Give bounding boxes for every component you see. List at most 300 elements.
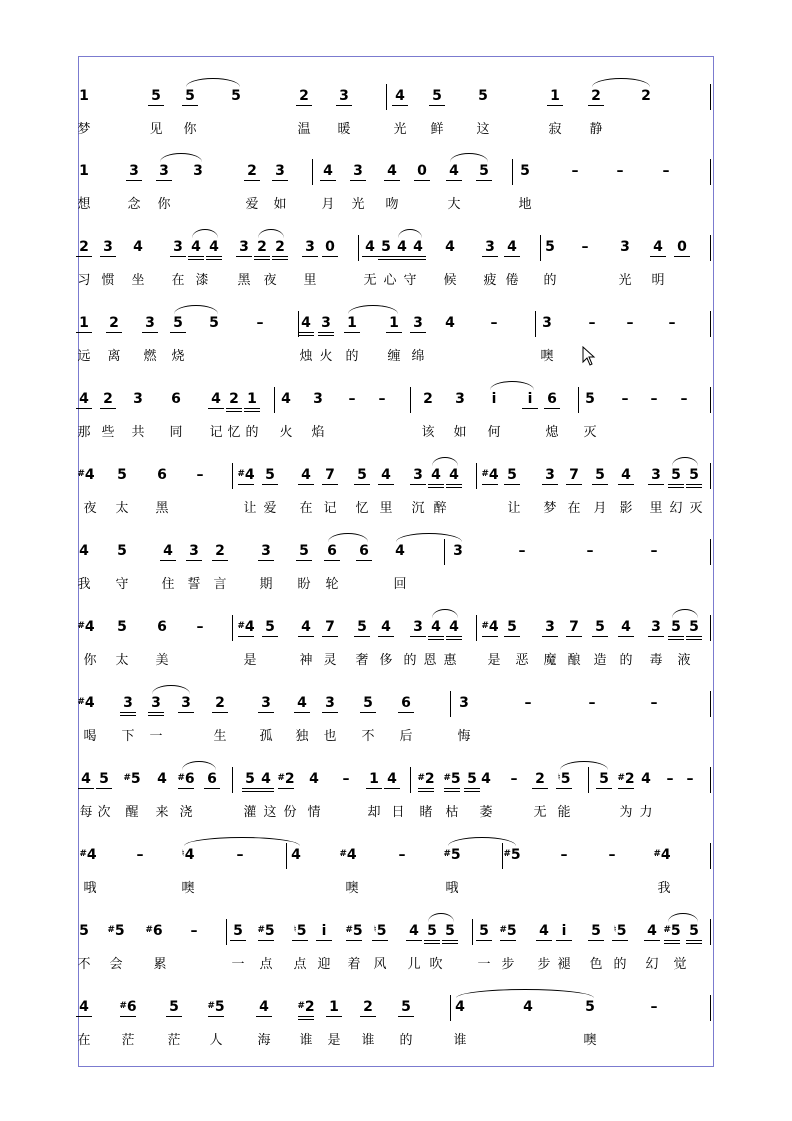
lyric-char: 夜 bbox=[263, 273, 277, 288]
underline-beam bbox=[418, 791, 434, 792]
lyric-char: 你 bbox=[157, 197, 171, 212]
lyric-char: 爱 bbox=[263, 501, 277, 516]
lyric-char: 的 bbox=[245, 425, 259, 440]
underline-beam bbox=[322, 712, 338, 713]
note-digit: 6 bbox=[152, 923, 163, 939]
lyric-char: 如 bbox=[453, 425, 467, 440]
accidental: ♮ bbox=[293, 925, 297, 935]
note-digit: 5 bbox=[264, 923, 275, 939]
note: 5 bbox=[185, 88, 195, 104]
note: 4 bbox=[445, 315, 455, 331]
underline-beam bbox=[378, 484, 394, 485]
score-system bbox=[77, 973, 712, 1049]
underline-beam bbox=[292, 940, 308, 941]
note: 3 bbox=[305, 239, 315, 255]
underline-beam bbox=[212, 560, 228, 561]
underline-beam bbox=[664, 943, 680, 944]
note: 3 bbox=[275, 163, 285, 179]
lyric-char: 悔 bbox=[457, 729, 471, 744]
underline-beam bbox=[354, 636, 370, 637]
note: 1 bbox=[389, 315, 399, 331]
note: 5 bbox=[427, 923, 437, 939]
underline-beam bbox=[272, 259, 288, 260]
notation-line bbox=[80, 539, 712, 563]
notation-line bbox=[80, 919, 712, 943]
note: 5 bbox=[299, 543, 309, 559]
note: 3 bbox=[181, 695, 191, 711]
note: – bbox=[616, 163, 624, 179]
score-system bbox=[80, 745, 712, 821]
lyric-char: 下 bbox=[121, 729, 135, 744]
lyric-char: 醒 bbox=[125, 805, 139, 820]
lyric-char: 烧 bbox=[171, 349, 185, 364]
note bbox=[77, 463, 94, 489]
note: 3 bbox=[261, 695, 271, 711]
note: 5 bbox=[591, 923, 601, 939]
note: 4 bbox=[157, 771, 167, 787]
note: – bbox=[650, 391, 658, 407]
note: 6 bbox=[401, 695, 411, 711]
underline-beam bbox=[346, 940, 362, 941]
underline-beam bbox=[188, 256, 204, 257]
note: 4 bbox=[191, 239, 201, 255]
lyric-char: 神 bbox=[299, 653, 313, 668]
note bbox=[77, 691, 94, 717]
note: – bbox=[571, 163, 579, 179]
underline-beam bbox=[378, 256, 394, 257]
underline-beam bbox=[244, 408, 260, 409]
underline-beam bbox=[322, 256, 338, 257]
underline-beam bbox=[547, 105, 563, 106]
lyric-char: 言 bbox=[213, 577, 227, 592]
lyric-char: 风 bbox=[373, 957, 387, 972]
lyric-char: 谁 bbox=[453, 1033, 467, 1048]
underline-beam bbox=[650, 256, 666, 257]
underline-beam bbox=[592, 636, 608, 637]
note: 6 bbox=[157, 619, 167, 635]
note: 5 bbox=[99, 771, 109, 787]
bar-line bbox=[502, 843, 503, 869]
underline-beam bbox=[258, 788, 274, 789]
note bbox=[345, 919, 362, 945]
underline-beam bbox=[212, 712, 228, 713]
lyric-char: 暖 bbox=[337, 122, 351, 137]
lyric-char: 灌 bbox=[243, 805, 257, 820]
note bbox=[339, 843, 356, 869]
lyric-char: 觉 bbox=[673, 957, 687, 972]
note: 4 bbox=[79, 999, 89, 1015]
underline-beam bbox=[272, 180, 288, 181]
note: 5 bbox=[467, 771, 477, 787]
note-digit: 6 bbox=[184, 771, 195, 787]
note bbox=[277, 767, 294, 793]
underline-beam bbox=[278, 788, 294, 789]
note bbox=[257, 919, 274, 945]
note: 5 bbox=[173, 315, 183, 331]
lyric-char: 惠 bbox=[443, 653, 457, 668]
note: 4 bbox=[259, 999, 269, 1015]
slur-arc bbox=[184, 837, 300, 846]
underline-beam bbox=[556, 788, 572, 789]
bar-line bbox=[535, 311, 536, 337]
lyric-char: 夜 bbox=[83, 501, 97, 516]
lyric-char: 里 bbox=[649, 501, 663, 516]
lyric-char: 让 bbox=[507, 501, 521, 516]
note: 3 bbox=[159, 163, 169, 179]
underline-beam bbox=[410, 636, 426, 637]
note bbox=[443, 843, 460, 869]
underline-beam bbox=[446, 487, 462, 488]
lyric-char: 为 bbox=[619, 805, 633, 820]
note: i̇ bbox=[527, 391, 533, 407]
underline-beam bbox=[272, 256, 288, 257]
underline-beam bbox=[230, 940, 246, 941]
bar-line bbox=[450, 995, 451, 1021]
lyric-char: 在 bbox=[567, 501, 581, 516]
underline-beam bbox=[378, 259, 394, 260]
underline-beam bbox=[464, 788, 480, 789]
note bbox=[79, 843, 96, 869]
score-system bbox=[77, 593, 712, 669]
note: 2 bbox=[79, 239, 89, 255]
lyric-char: 日 bbox=[391, 805, 405, 820]
underline-beam bbox=[686, 940, 702, 941]
note: 4 bbox=[449, 619, 459, 635]
bar-line bbox=[444, 539, 445, 565]
lyric-char: 守 bbox=[115, 577, 129, 592]
lyric-char: 孤 bbox=[259, 729, 273, 744]
bar-line bbox=[710, 463, 711, 489]
note: 2 bbox=[257, 239, 267, 255]
underline-beam bbox=[504, 256, 520, 257]
note: 5 bbox=[169, 999, 179, 1015]
note: 3 bbox=[413, 467, 423, 483]
underline-beam bbox=[386, 332, 402, 333]
score-system bbox=[77, 517, 712, 593]
lyric-char: 黑 bbox=[237, 273, 251, 288]
note: 7 bbox=[569, 467, 579, 483]
lyric-char: 月 bbox=[321, 197, 335, 212]
lyric-char: 燃 bbox=[143, 349, 157, 364]
bar-line bbox=[710, 767, 711, 793]
note: 3 bbox=[173, 239, 183, 255]
note: – bbox=[608, 847, 616, 863]
underline-beam bbox=[394, 256, 410, 257]
note: 6 bbox=[547, 391, 557, 407]
lyric-char: 酿 bbox=[567, 653, 581, 668]
note bbox=[182, 843, 195, 869]
lyric-char: 噢 bbox=[583, 1033, 597, 1048]
note: 1 bbox=[79, 315, 89, 331]
note: 7 bbox=[325, 619, 335, 635]
note: – bbox=[378, 391, 386, 407]
underline-beam bbox=[298, 636, 314, 637]
accidental: # bbox=[237, 469, 245, 479]
underline-beam bbox=[410, 484, 426, 485]
underline-beam bbox=[178, 712, 194, 713]
underline-beam bbox=[612, 940, 628, 941]
note: 4 bbox=[431, 619, 441, 635]
note: 4 bbox=[281, 391, 291, 407]
accidental: # bbox=[257, 925, 265, 935]
note: – bbox=[650, 543, 658, 559]
note: 3 bbox=[339, 88, 349, 104]
note: 5 bbox=[689, 619, 699, 635]
accidental: # bbox=[145, 925, 153, 935]
note: – bbox=[680, 391, 688, 407]
lyric-char: 梦 bbox=[77, 122, 91, 137]
lyric-char: 哦 bbox=[83, 881, 97, 896]
lyric-char: 每 bbox=[79, 805, 93, 820]
accidental: # bbox=[237, 621, 245, 631]
lyric-char: 些 bbox=[101, 425, 115, 440]
notation-line bbox=[80, 387, 712, 411]
slur-arc bbox=[398, 229, 422, 238]
note-digit: 4 bbox=[488, 619, 499, 635]
note: 4 bbox=[395, 543, 405, 559]
accidental: ♮ bbox=[557, 773, 561, 783]
note: 5 bbox=[381, 239, 391, 255]
score-system bbox=[77, 62, 712, 138]
lyric-char: 记 bbox=[323, 501, 337, 516]
lyric-char: 忆 bbox=[355, 501, 369, 516]
underline-beam bbox=[316, 940, 332, 941]
lyric-char: 誓 bbox=[187, 577, 201, 592]
note-digit: 4 bbox=[346, 847, 357, 863]
lyric-char: 念 bbox=[127, 197, 141, 212]
note: 2 bbox=[103, 391, 113, 407]
lyric-char: 光 bbox=[393, 122, 407, 137]
note bbox=[558, 767, 571, 793]
notation-line bbox=[80, 843, 712, 867]
lyric-char: 在 bbox=[171, 273, 185, 288]
score-system bbox=[77, 441, 712, 517]
underline-beam bbox=[566, 484, 582, 485]
note: – bbox=[190, 923, 198, 939]
bar-line bbox=[232, 767, 233, 793]
bar-line bbox=[410, 767, 411, 793]
lyric-line bbox=[80, 499, 712, 519]
note: 5 bbox=[432, 88, 442, 104]
bar-line bbox=[710, 995, 711, 1021]
lyric-char: 静 bbox=[589, 122, 603, 137]
bar-line bbox=[710, 843, 711, 869]
mouse-pointer-icon bbox=[582, 346, 596, 366]
note bbox=[123, 767, 140, 793]
underline-beam bbox=[294, 712, 310, 713]
underline-beam bbox=[262, 484, 278, 485]
slur-arc bbox=[450, 153, 488, 162]
underline-beam bbox=[360, 1016, 376, 1017]
note bbox=[481, 463, 498, 489]
note: 4 bbox=[291, 847, 301, 863]
note: 5 bbox=[478, 88, 488, 104]
note: 5 bbox=[245, 771, 255, 787]
underline-beam bbox=[362, 256, 378, 257]
note bbox=[107, 919, 124, 945]
note: 0 bbox=[677, 239, 687, 255]
note: 4 bbox=[79, 543, 89, 559]
underline-beam bbox=[320, 180, 336, 181]
note: 5 bbox=[520, 163, 530, 179]
score-system bbox=[77, 213, 712, 289]
underline-beam bbox=[476, 940, 492, 941]
lyric-char: 喝 bbox=[83, 729, 97, 744]
note: 4 bbox=[455, 999, 465, 1015]
underline-beam bbox=[428, 484, 444, 485]
note: – bbox=[560, 847, 568, 863]
note-digit: 5 bbox=[670, 923, 681, 939]
underline-beam bbox=[262, 636, 278, 637]
note: 2 bbox=[229, 391, 239, 407]
note: 6 bbox=[171, 391, 181, 407]
underline-beam bbox=[318, 332, 334, 333]
underline-beam bbox=[446, 636, 462, 637]
underline-beam bbox=[350, 180, 366, 181]
lyric-char: 的 bbox=[403, 653, 417, 668]
lyric-char: 不 bbox=[361, 729, 375, 744]
note: 3 bbox=[151, 695, 161, 711]
underline-beam bbox=[428, 487, 444, 488]
note: 4 bbox=[365, 239, 375, 255]
underline-beam bbox=[178, 788, 194, 789]
lyric-char: 吻 bbox=[385, 197, 399, 212]
note: 4 bbox=[449, 163, 459, 179]
slur-arc bbox=[448, 837, 516, 846]
underline-beam bbox=[618, 484, 634, 485]
accidental: ♮ bbox=[613, 925, 617, 935]
underline-beam bbox=[254, 256, 270, 257]
lyric-char: 后 bbox=[399, 729, 413, 744]
note-digit: 2 bbox=[284, 771, 295, 787]
lyric-char: 惯 bbox=[101, 273, 115, 288]
lyric-char: 恶 bbox=[515, 653, 529, 668]
note: 4 bbox=[523, 999, 533, 1015]
underline-beam bbox=[392, 105, 408, 106]
note-digit: 4 bbox=[86, 847, 97, 863]
note bbox=[443, 767, 460, 793]
lyric-line bbox=[77, 1031, 712, 1051]
bar-line bbox=[298, 311, 299, 337]
underline-beam bbox=[186, 560, 202, 561]
slur-arc bbox=[672, 457, 698, 466]
note: 3 bbox=[455, 391, 465, 407]
note: 4 bbox=[209, 239, 219, 255]
notation-line bbox=[80, 995, 712, 1019]
lyric-char: 海 bbox=[257, 1033, 271, 1048]
lyric-char: 灵 bbox=[323, 653, 337, 668]
lyric-char: 噢 bbox=[345, 881, 359, 896]
note: 2 bbox=[247, 163, 257, 179]
lyric-char: 熄 bbox=[545, 425, 559, 440]
underline-beam bbox=[76, 256, 92, 257]
underline-beam bbox=[236, 256, 252, 257]
bar-line bbox=[540, 235, 541, 261]
notation-line bbox=[80, 767, 712, 791]
lyric-char: 大 bbox=[447, 197, 461, 212]
accidental: # bbox=[277, 773, 285, 783]
underline-beam bbox=[674, 256, 690, 257]
lyric-char: 远 bbox=[77, 349, 91, 364]
score-system bbox=[77, 897, 712, 973]
notation-line bbox=[80, 84, 712, 108]
lyric-char: 太 bbox=[115, 501, 129, 516]
bar-line bbox=[476, 463, 477, 489]
note: 3 bbox=[651, 619, 661, 635]
lyric-char: 想 bbox=[77, 197, 91, 212]
note: 3 bbox=[133, 391, 143, 407]
bar-line bbox=[450, 691, 451, 717]
note: 5 bbox=[599, 771, 609, 787]
lyric-char: 倦 bbox=[505, 273, 519, 288]
note: 2 bbox=[641, 88, 651, 104]
lyric-char: 生 bbox=[213, 729, 227, 744]
lyric-char: 累 bbox=[153, 957, 167, 972]
note-digit: 4 bbox=[184, 847, 195, 863]
lyric-char: 魔 bbox=[543, 653, 557, 668]
underline-beam bbox=[618, 636, 634, 637]
accidental: # bbox=[77, 469, 85, 479]
lyric-char: 里 bbox=[379, 501, 393, 516]
note: 3 bbox=[261, 543, 271, 559]
underline-beam bbox=[668, 639, 684, 640]
lyric-char: 住 bbox=[161, 577, 175, 592]
underline-beam bbox=[588, 940, 604, 941]
note: 2 bbox=[299, 88, 309, 104]
underline-beam bbox=[378, 636, 394, 637]
underline-beam bbox=[76, 408, 92, 409]
slur-arc bbox=[456, 989, 594, 998]
underline-beam bbox=[148, 105, 164, 106]
bar-line bbox=[710, 235, 711, 261]
underline-beam bbox=[296, 560, 312, 561]
accidental: # bbox=[207, 1001, 215, 1011]
note: 5 bbox=[595, 619, 605, 635]
bar-line bbox=[358, 235, 359, 261]
underline-beam bbox=[100, 408, 116, 409]
note: 5 bbox=[445, 923, 455, 939]
lyric-char: 情 bbox=[307, 805, 321, 820]
underline-beam bbox=[226, 411, 242, 412]
note bbox=[374, 919, 387, 945]
underline-beam bbox=[298, 335, 314, 336]
slur-arc bbox=[432, 609, 458, 618]
underline-beam bbox=[644, 940, 660, 941]
note-digit: 5 bbox=[214, 999, 225, 1015]
note: 3 bbox=[353, 163, 363, 179]
lyric-char: 点 bbox=[293, 957, 307, 972]
note: 1 bbox=[79, 163, 89, 179]
underline-beam bbox=[170, 332, 186, 333]
underline-beam bbox=[298, 1016, 314, 1017]
lyric-char: 步 bbox=[537, 957, 551, 972]
note: 6 bbox=[327, 543, 337, 559]
underline-beam bbox=[166, 1016, 182, 1017]
lyric-char: 侈 bbox=[379, 653, 393, 668]
underline-beam bbox=[424, 943, 440, 944]
lyric-char: 一 bbox=[231, 957, 245, 972]
note: 1 bbox=[550, 88, 560, 104]
note: 2 bbox=[215, 543, 225, 559]
notation-line bbox=[77, 691, 712, 715]
underline-beam bbox=[482, 256, 498, 257]
lyric-char: 迎 bbox=[317, 957, 331, 972]
note: 5 bbox=[363, 695, 373, 711]
lyric-char: 你 bbox=[83, 653, 97, 668]
underline-beam bbox=[648, 636, 664, 637]
lyric-char: 地 bbox=[518, 197, 532, 212]
note: 4 bbox=[323, 163, 333, 179]
